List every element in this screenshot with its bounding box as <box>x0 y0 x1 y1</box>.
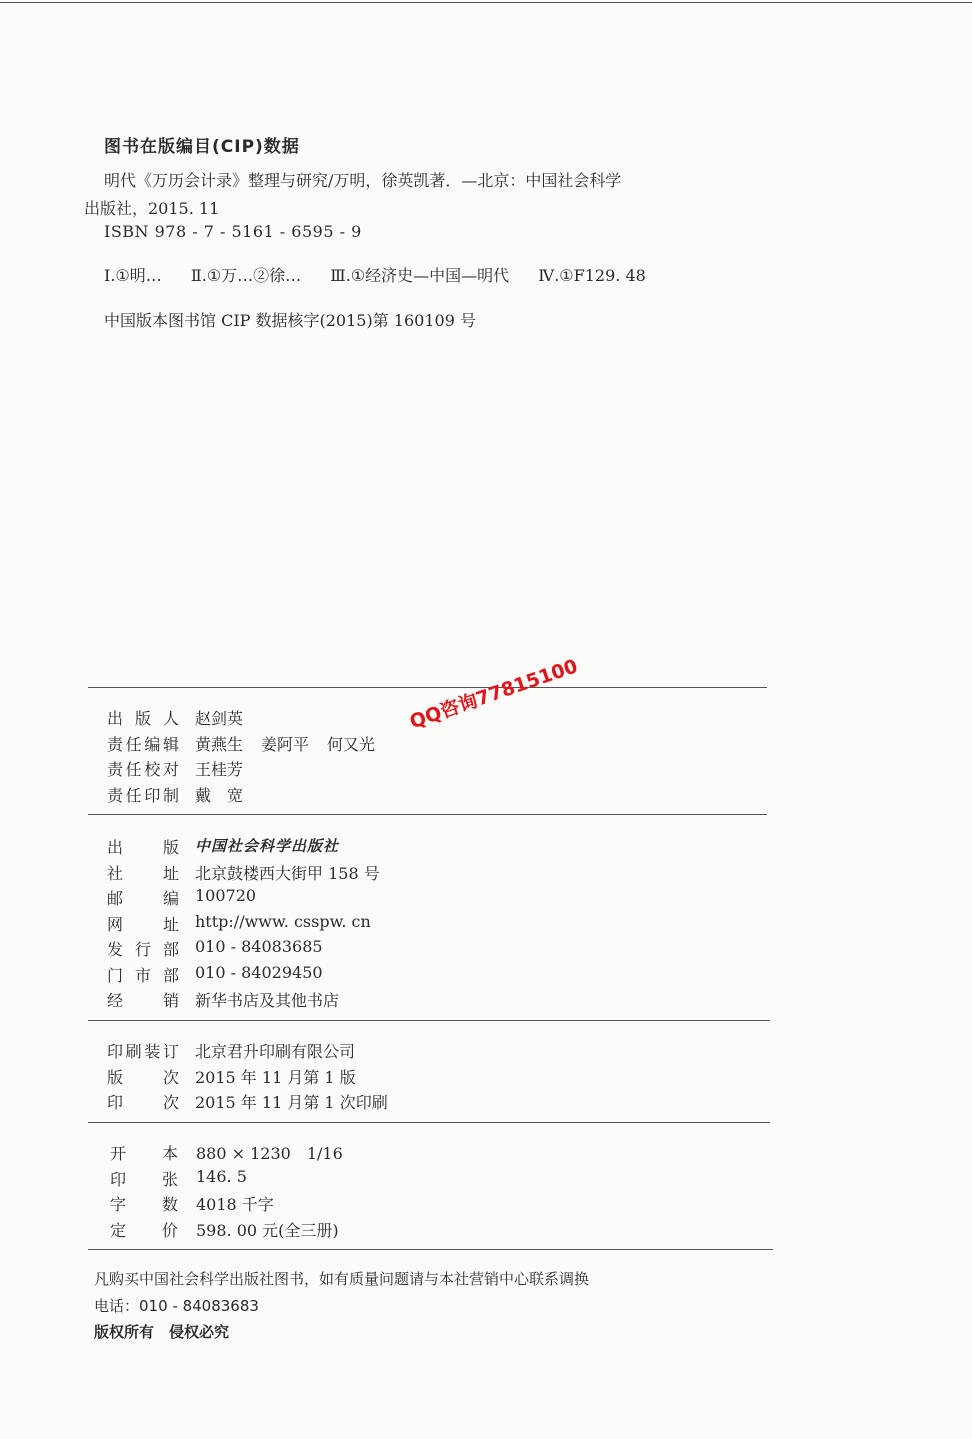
staff-label: 出版人 <box>107 709 179 728</box>
printing-edition: 2015 年 11 月第 1 版 <box>195 1067 356 1087</box>
specs-label: 印张 <box>110 1169 178 1189</box>
quality-notice: 凡购买中国社会科学出版社图书，如有质量问题请与本社营销中心联系调换 <box>94 1270 590 1288</box>
cip-classification-4: Ⅳ.①F129. 48 <box>538 266 646 285</box>
divider-rule <box>88 687 767 688</box>
staff-value: 王桂芳 <box>195 760 244 779</box>
specs-label: 字数 <box>110 1195 178 1214</box>
cip-classification-2: Ⅱ.①万…②徐… <box>190 266 302 285</box>
publisher-label: 发行部 <box>107 940 179 959</box>
publisher-label: 社址 <box>107 863 179 883</box>
printing-printer: 北京君升印刷有限公司 <box>195 1042 356 1061</box>
specs-words: 4018 千字 <box>196 1195 274 1214</box>
printing-label: 版次 <box>107 1067 179 1087</box>
specs-sheets: 146. 5 <box>196 1166 247 1186</box>
staff-label: 责任编辑 <box>107 734 179 754</box>
cip-title: 图书在版编目(CIP)数据 <box>104 137 300 157</box>
specs-label: 开本 <box>110 1144 178 1163</box>
publisher-label: 门市部 <box>107 965 179 985</box>
cip-classification <box>104 263 646 286</box>
editor-name: 姜阿平 <box>261 734 310 754</box>
publisher-address: 北京鼓楼西大街甲 158 号 <box>195 863 380 883</box>
specs-price: 598. 00 元(全三册) <box>196 1220 339 1240</box>
cip-isbn: ISBN 978 - 7 - 5161 - 6595 - 9 <box>104 222 362 241</box>
cip-bibliographic-line: 明代《万历会计录》整理与研究/万明，徐英凯著．—北京：中国社会科学 <box>104 171 622 190</box>
cip-classification-3: Ⅲ.①经济史—中国—明代 <box>330 266 510 285</box>
editor-name: 黄燕生 <box>195 734 244 754</box>
publisher-distributor: 新华书店及其他书店 <box>195 991 340 1010</box>
publisher-label: 经销 <box>107 991 179 1010</box>
publisher-label: 出版 <box>107 838 179 857</box>
editor-name: 何又光 <box>327 734 376 754</box>
staff-value: 赵剑英 <box>195 709 244 728</box>
cip-bibliographic-line-continued: 出版社，2015. 11 <box>84 199 220 218</box>
publisher-name: 中国社会科学出版社 <box>195 837 340 855</box>
staff-value <box>195 732 375 755</box>
divider-rule <box>88 1249 773 1250</box>
cip-classification-1: Ⅰ.①明… <box>104 266 162 285</box>
printing-impression: 2015 年 11 月第 1 次印刷 <box>195 1093 388 1112</box>
divider-rule <box>88 1122 770 1123</box>
specs-format: 880 × 1230 1/16 <box>196 1144 343 1163</box>
service-phone: 电话：010 - 84083683 <box>94 1297 259 1315</box>
specs-label: 定价 <box>110 1220 178 1240</box>
publisher-label: 网址 <box>107 914 179 934</box>
publisher-label: 邮编 <box>107 889 179 908</box>
divider-rule <box>88 814 767 815</box>
staff-label: 责任印制 <box>107 785 179 805</box>
printing-label: 印刷装订 <box>107 1042 179 1061</box>
cip-approval-number: 中国版本图书馆 CIP 数据核字(2015)第 160109 号 <box>104 311 476 330</box>
staff-value: 戴宽 <box>195 785 260 805</box>
watermark: QQ咨询77815100 <box>406 655 581 734</box>
divider-rule <box>88 1020 770 1021</box>
staff-label: 责任校对 <box>107 760 179 779</box>
copyright-notice: 版权所有 侵权必究 <box>94 1323 230 1341</box>
publisher-retail-phone: 010 - 84029450 <box>195 962 323 982</box>
publisher-postcode: 100720 <box>195 886 257 905</box>
publisher-distribution-phone: 010 - 84083685 <box>195 937 323 956</box>
printing-label: 印次 <box>107 1093 179 1112</box>
top-rule <box>0 2 972 3</box>
publisher-website: http://www. csspw. cn <box>195 911 371 931</box>
